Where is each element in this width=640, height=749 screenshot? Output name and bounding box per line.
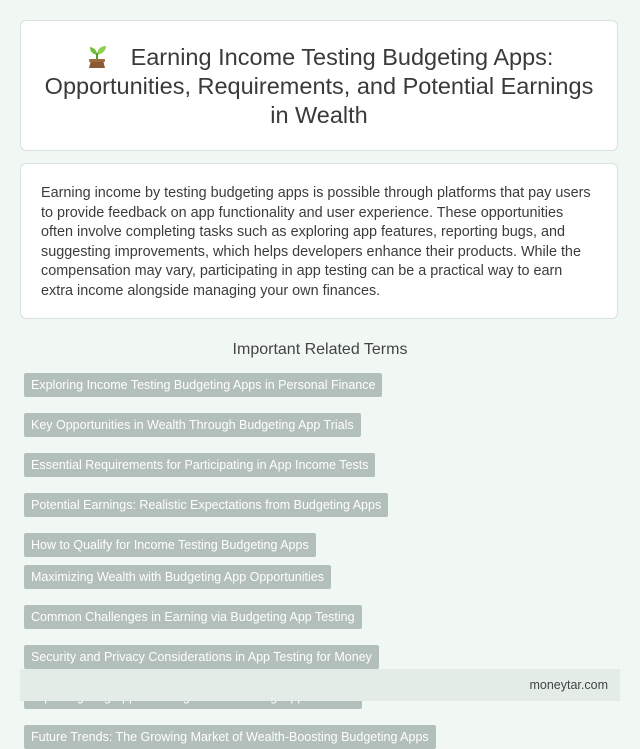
- related-term-tag[interactable]: Essential Requirements for Participating in App Income Tests: [24, 453, 375, 477]
- footer: [20, 669, 620, 701]
- related-term-tag[interactable]: How to Qualify for Income Testing Budgeting Apps: [24, 533, 316, 557]
- sprout-icon: [85, 42, 109, 68]
- related-term-tag[interactable]: Future Trends: The Growing Market of Wealth-Boosting Budgeting Apps: [24, 725, 436, 749]
- page-title: [39, 42, 599, 130]
- related-term-tag[interactable]: Security and Privacy Considerations in App Testing for Money: [24, 645, 379, 669]
- intro-card: [20, 163, 618, 319]
- page-title-text: Earning Income Testing Budgeting Apps: Opportunities, Requirements, and Potential Earnings in Wealth: [44, 43, 594, 128]
- related-term-tag[interactable]: Key Opportunities in Wealth Through Budgeting App Trials: [24, 413, 361, 437]
- related-term-tag[interactable]: Exploring Income Testing Budgeting Apps in Personal Finance: [24, 373, 382, 397]
- related-term-tag[interactable]: Maximizing Wealth with Budgeting App Opportunities: [24, 565, 331, 589]
- related-term-tag[interactable]: Common Challenges in Earning via Budgeting App Testing: [24, 605, 362, 629]
- title-card: [20, 20, 618, 151]
- related-terms-heading: Important Related Terms: [232, 341, 408, 358]
- intro-text: Earning income by testing budgeting apps is possible through platforms that pay users to provide feedback on app functionality and user experience. These opportunities often involve completing tasks such as exploring app features, reporting bugs, and suggesting improvements, which helps developers enhance their products. While the compensation may vary, participating in app testing can be a practical way to earn extra income alongside managing your own finances.: [41, 185, 591, 299]
- related-term-tag[interactable]: Potential Earnings: Realistic Expectations from Budgeting Apps: [24, 493, 388, 517]
- footer-site-link[interactable]: moneytar.com: [529, 678, 608, 692]
